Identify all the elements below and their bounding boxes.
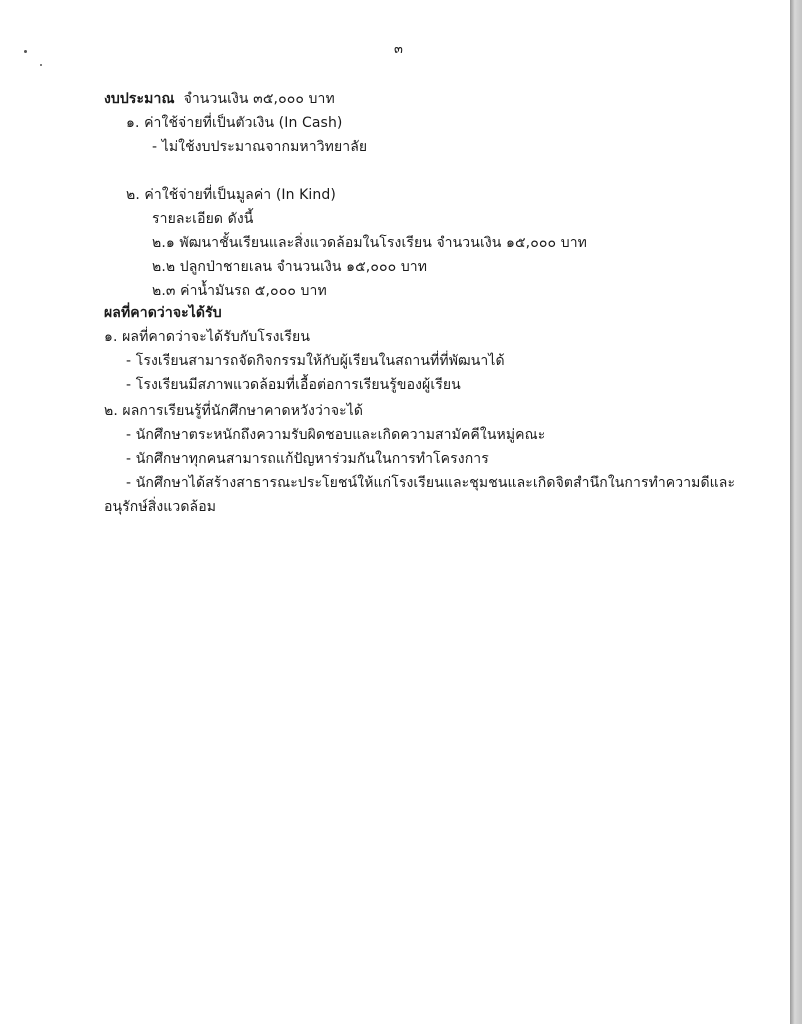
school-result-item: - โรงเรียนสามารถจัดกิจกรรมให้กับผู้เรียนในสถานที่ที่พัฒนาได้ [126, 353, 505, 369]
budget-detail-2-2: ๒.๒ ปลูกป่าชายเลน จำนวนเงิน ๑๕,๐๐๐ บาท [152, 259, 428, 275]
page-number: ๓ [394, 42, 403, 57]
scan-page-edge [790, 0, 802, 1024]
student-result-item: - นักศึกษาทุกคนสามารถแก้ปัญหาร่วมกันในการทำโครงการ [126, 451, 489, 467]
budget-item-in-cash: ๑. ค่าใช้จ่ายที่เป็นตัวเงิน (In Cash) [126, 115, 343, 131]
student-result-item-continued: อนุรักษ์สิ่งแวดล้อม [104, 499, 217, 515]
budget-amount: จำนวนเงิน ๓๕,๐๐๐ บาท [183, 91, 335, 107]
expected-results-heading: ผลที่คาดว่าจะได้รับ [104, 305, 222, 321]
student-result-item: - นักศึกษาได้สร้างสาธารณะประโยชน์ให้แก่โรงเรียนและชุมชนและเกิดจิตสำนึกในการทำความดีและ [126, 475, 736, 491]
budget-item-in-cash-note: - ไม่ใช้งบประมาณจากมหาวิทยาลัย [152, 139, 368, 155]
scan-speck [40, 64, 42, 66]
student-result-item: - นักศึกษาตระหนักถึงความรับผิดชอบและเกิดความสามัคคีในหมู่คณะ [126, 427, 546, 443]
school-result-item: - โรงเรียนมีสภาพแวดล้อมที่เอื้อต่อการเรียนรู้ของผู้เรียน [126, 377, 461, 393]
budget-details-label: รายละเอียด ดังนี้ [152, 211, 254, 227]
student-results-heading: ๒. ผลการเรียนรู้ที่นักศึกษาคาดหวังว่าจะได้ [104, 403, 364, 419]
budget-detail-2-3: ๒.๓ ค่าน้ำมันรถ ๕,๐๐๐ บาท [152, 283, 327, 299]
budget-heading: งบประมาณ [104, 91, 175, 107]
budget-item-in-kind: ๒. ค่าใช้จ่ายที่เป็นมูลค่า (In Kind) [126, 187, 336, 203]
school-results-heading: ๑. ผลที่คาดว่าจะได้รับกับโรงเรียน [104, 329, 311, 345]
budget-line [104, 90, 335, 108]
scan-speck [24, 50, 27, 53]
budget-detail-2-1: ๒.๑ พัฒนาชั้นเรียนและสิ่งแวดล้อมในโรงเรียน จำนวนเงิน ๑๕,๐๐๐ บาท [152, 235, 587, 251]
